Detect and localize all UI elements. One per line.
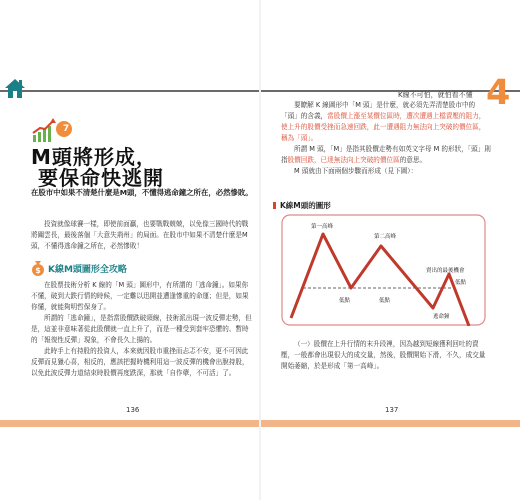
- page-number-right: 137: [385, 406, 399, 414]
- subheading: 在股市中如果不清楚什麼是M頭，不懂得逃命鐘之所在，必然慘敗。: [31, 188, 253, 197]
- text-span: 所謂 M 頭，「M」是指其股價走勢有如英文字母 M 的形狀，「頭」則指: [281, 145, 491, 164]
- right-paragraph-1: [281, 100, 491, 144]
- title-marker: [273, 202, 276, 209]
- money-bag-icon: [31, 259, 45, 277]
- intro-text: [31, 219, 253, 252]
- label-second-peak: 第二高峰: [374, 234, 397, 240]
- footer-band-left: [0, 420, 259, 427]
- after-figure-text: [281, 339, 491, 372]
- step-badge: 7: [62, 124, 70, 134]
- footer-band-right: [261, 420, 520, 427]
- body-paragraph: 此時手上有持股的投資人，本來就因股市重挫而忐忑不安，更不可因此反彈而見獵心喜，相反的，應該把握時機利用這一波反彈的機會出脫持股，以免此波反彈力道結束時股價再度跌深，那就「自作孽，不可活」了。: [31, 347, 249, 377]
- section-title: K線M頭圖形全攻略: [48, 265, 127, 275]
- right-paragraph-3: M 頭就由下面兩個步驟而形成（見下圖）：: [294, 167, 418, 175]
- m-top-figure: [281, 214, 486, 326]
- house-icon: [4, 78, 26, 100]
- label-low-2: 低點: [379, 298, 391, 304]
- highlight-span: 當股價上漲至某價位區時，遭次遭遇上檔賣壓的阻力，使上升的股價受挫而急速回跌，此一遭遇阻力無法向上突破的價位區，稱為「頭」。: [281, 112, 486, 142]
- header-rule-left: [0, 90, 259, 92]
- chapter-number: 4: [486, 73, 511, 113]
- label-low-3: 低點: [455, 280, 467, 286]
- right-text: [281, 100, 491, 177]
- after-figure-paragraph: （一）股價在上升行情的末升段裡，因為越到短線獲利回吐的賣壓，一般都會出現很大的成交量，然後，股價開始下滑，不久，成交量開始萎縮，於是形成「第一高峰」。: [281, 340, 486, 370]
- highlight-span: 股價回跌，已達無法向上突破的價位區: [287, 156, 400, 164]
- figure-title: [273, 200, 331, 211]
- svg-text:$: $: [35, 266, 41, 275]
- right-paragraph-2: [281, 144, 491, 166]
- body-paragraph: 所謂的「逃命鐘」，是指當股價跌破頸線，技術派出現一波反彈走勢，但是，這並非意味著從此股價就一直上升了，而是一種受到套牢恐懼的、暫時的「報復性反彈」現象，不會長久上揚的。: [31, 314, 252, 344]
- header-rule-right: [261, 90, 520, 92]
- label-last-chance: 賣出的最後機會: [426, 268, 465, 274]
- label-first-peak: 第一高峰: [311, 224, 334, 230]
- running-head: K線不可怕，就怕看不懂: [398, 91, 473, 99]
- body-text: [31, 280, 253, 379]
- page-number-left: 136: [126, 406, 140, 414]
- label-escape-bell: 逃命鐘: [433, 314, 450, 320]
- heading-line-2: 要保命快逃開: [38, 166, 164, 190]
- body-paragraph: 在股票技術分析 K 線的「M 頭」圖形中，有所謂的「逃命鐘」。如果你不懂，破到大跌行情的時候，一定難以迅開並遭逢慘重的命運；但是，如果你懂，就能夠明哲保身了。: [31, 281, 249, 311]
- text-span: 的意思。: [399, 156, 427, 164]
- heading-line-1: M頭將形成，: [31, 145, 157, 169]
- intro-paragraph: 投資就像球賽一樣，即使前面贏，也要戰戰兢兢，以免像三國時代的戰將關雲長，最後落個「大意失荊州」的局面。在股市中如果不清楚什麼是M頭，不懂得逃命鐘之所在，必然慘敗！: [31, 220, 249, 250]
- label-low-1: 低點: [339, 298, 351, 304]
- text-span: 要瞭解 K 線圖形中「M 頭」是什麼，就必須先弄清楚股市中的「頭」的含義，: [281, 101, 476, 120]
- figure-title-text: K線M頭的圖形: [280, 201, 331, 210]
